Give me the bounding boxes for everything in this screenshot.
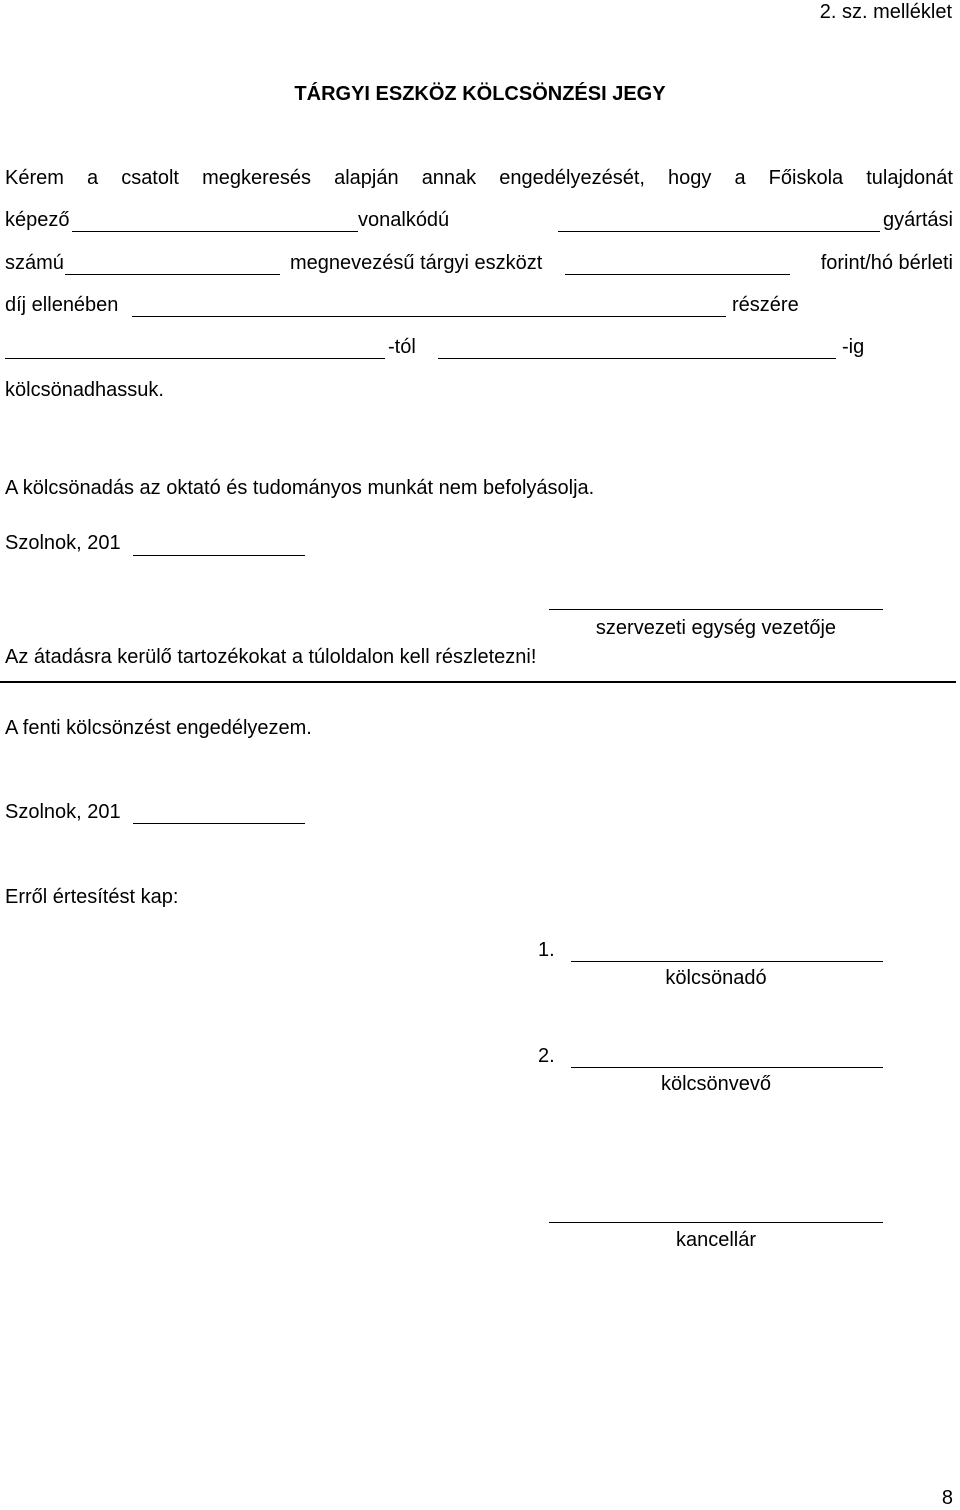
word: Főiskola [768, 167, 844, 189]
word: engedélyezését, [499, 167, 645, 189]
recipient-number: 2. [538, 1045, 555, 1067]
blank-line [65, 274, 280, 275]
word: annak [421, 167, 477, 189]
section-divider [0, 681, 956, 683]
place-date-2: Szolnok, 201 [5, 801, 121, 823]
signature-line-lender [571, 961, 883, 962]
accessories-note: Az átadásra kerülő tartozékokat a túloldalon kell részletezni! [5, 646, 537, 668]
recipient-number: 1. [538, 939, 555, 961]
word: Kérem [5, 167, 64, 189]
signature-line-borrower [571, 1067, 883, 1068]
signature-line-unit-head [549, 609, 883, 610]
blank-line [72, 231, 358, 232]
date-blank-line [133, 823, 305, 824]
blank-line [438, 358, 836, 359]
chancellor-label: kancellár [675, 1229, 757, 1251]
word-reszere: részére [732, 294, 799, 316]
approval-text: A fenti kölcsönzést engedélyezem. [5, 717, 312, 739]
word: megkeresés [202, 167, 312, 189]
word-vonalkodu: vonalkódú [358, 209, 450, 231]
word-megnevezesu: megnevezésű tárgyi eszközt [290, 252, 543, 274]
word: hogy [668, 167, 712, 189]
word-kepzo: képező [5, 209, 70, 231]
word-dij: díj ellenében [5, 294, 119, 316]
annex-label: 2. sz. melléklet [819, 1, 952, 23]
word-forint: forint/hó bérleti [820, 252, 953, 274]
blank-line [5, 358, 385, 359]
notify-label: Erről értesítést kap: [5, 886, 179, 908]
date-blank-line [133, 555, 305, 556]
statement-text: A kölcsönadás az oktató és tudományos munkát nem befolyásolja. [5, 477, 595, 499]
blank-line [132, 316, 726, 317]
word-ig: -ig [842, 336, 865, 358]
recipient-label-lender: kölcsönadó [665, 967, 767, 989]
request-line-1 [5, 166, 953, 190]
document-title: TÁRGYI ESZKÖZ KÖLCSÖNZÉSI JEGY [294, 83, 666, 105]
word: tulajdonát [866, 167, 953, 189]
unit-head-label: szervezeti egység vezetője [595, 617, 837, 639]
word-gyartasi: gyártási [882, 209, 953, 231]
word: a [86, 167, 99, 189]
word-tol: -tól [388, 336, 416, 358]
recipient-label-borrower: kölcsönvevő [660, 1073, 772, 1095]
word: alapján [334, 167, 399, 189]
place-date-1: Szolnok, 201 [5, 532, 121, 554]
page-number: 8 [941, 1487, 953, 1509]
word: a [734, 167, 746, 189]
word-kolcsonadhassuk: kölcsönadhassuk. [5, 379, 164, 401]
word-szamu: számú [5, 252, 64, 274]
signature-line-chancellor [549, 1222, 883, 1223]
blank-line [558, 231, 880, 232]
word: csatolt [121, 167, 179, 189]
blank-line [565, 274, 790, 275]
